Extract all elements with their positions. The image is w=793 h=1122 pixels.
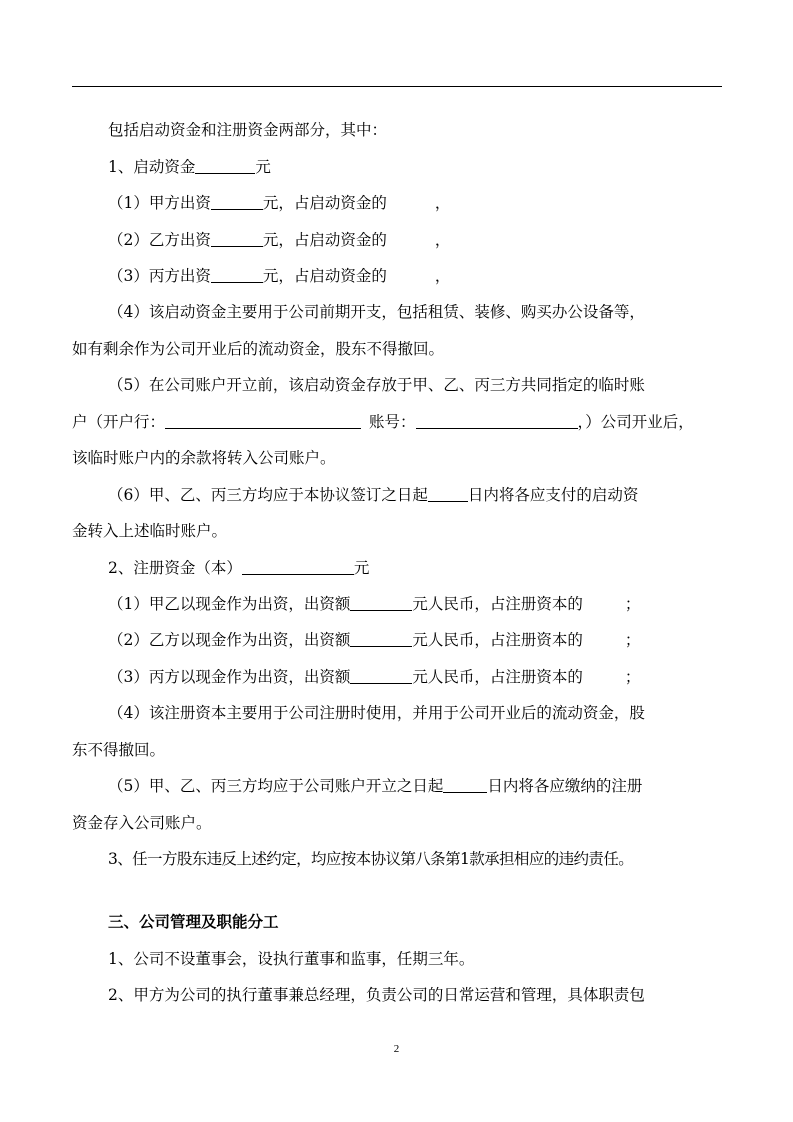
header-rule	[72, 86, 722, 87]
text: （5）在公司账户开立前，该启动资金存放于甲、乙、丙三方共同指定的临时账	[108, 376, 645, 394]
text: 元	[353, 559, 370, 577]
account-line	[72, 412, 722, 432]
text: （3）丙方出资	[108, 267, 211, 285]
text: （6）甲、乙、丙三方均应于本协议签订之日起	[108, 486, 428, 504]
text: 三、公司管理及职能分工	[108, 913, 279, 931]
text: 该临时账户内的余款将转入公司账户。	[72, 449, 336, 467]
text: （1）甲方出资	[108, 194, 211, 212]
para-line	[72, 302, 758, 322]
blank-field	[211, 194, 263, 210]
para-line	[72, 375, 758, 395]
text: 2、注册资金（本）	[108, 559, 242, 577]
blank-field	[443, 777, 487, 793]
text: 元人民币，占注册资本的	[412, 631, 583, 649]
text: ，	[434, 194, 451, 212]
para-line	[72, 339, 722, 359]
text: 元	[255, 158, 271, 176]
text: 元，占启动资金的	[262, 231, 387, 249]
text: 1、启动资金	[108, 158, 196, 176]
party-b-line	[72, 230, 758, 250]
text: 元，占启动资金的	[262, 194, 387, 212]
text: 元，占启动资金的	[262, 267, 387, 285]
registered-capital-line	[72, 558, 758, 578]
text: （5）甲、乙、丙三方均应于公司账户开立之日起	[108, 777, 444, 795]
para-line	[72, 120, 758, 140]
text: 户（开户行：	[72, 413, 166, 431]
para-line	[72, 448, 722, 468]
blank-field	[416, 413, 578, 429]
text: 东不得撤回。	[72, 741, 166, 759]
text: 2、甲方为公司的执行董事兼总经理，负责公司的日常运营和管理，具体职责包	[108, 986, 645, 1004]
blank-field	[350, 668, 412, 684]
text: ，	[434, 231, 451, 249]
para-line	[72, 776, 758, 796]
text: 1、公司不设董事会，设执行董事和监事，任期三年。	[108, 950, 475, 968]
para-line	[72, 849, 758, 869]
reg-party-a-line	[72, 594, 758, 614]
text: 金转入上述临时账户。	[72, 522, 228, 540]
text: （2）乙方以现金作为出资，出资额	[108, 631, 351, 649]
text: ；	[624, 595, 641, 613]
text: ，	[434, 267, 451, 285]
text: ，）公司开业后，	[577, 413, 694, 431]
para-line	[72, 703, 758, 723]
blank-field	[211, 231, 263, 247]
para-line	[72, 985, 758, 1005]
text: ；	[624, 668, 641, 686]
blank-field	[350, 631, 412, 647]
party-c-line	[72, 266, 758, 286]
blank-field	[350, 595, 412, 611]
text: （3）丙方以现金作为出资，出资额	[108, 668, 351, 686]
text: （1）甲乙以现金作为出资，出资额	[108, 595, 351, 613]
reg-party-b-line	[72, 630, 758, 650]
text: 资金存入公司账户。	[72, 814, 212, 832]
text: 元人民币，占注册资本的	[412, 668, 583, 686]
para-line	[72, 813, 722, 833]
text: 元人民币，占注册资本的	[412, 595, 583, 613]
para-line	[72, 740, 722, 760]
para-line	[72, 949, 758, 969]
section-heading	[72, 912, 758, 932]
text: 包括启动资金和注册资金两部分，其中：	[108, 121, 388, 139]
text: 日内将各应缴纳的注册	[487, 777, 643, 795]
startup-capital-line	[72, 157, 758, 177]
para-line	[72, 521, 722, 541]
reg-party-c-line	[72, 667, 758, 687]
blank-field	[428, 486, 468, 502]
blank-field	[195, 158, 255, 174]
para-line	[72, 485, 758, 505]
page-number: 2	[393, 1043, 400, 1055]
text: （4）该启动资金主要用于公司前期开支，包括租赁、装修、购买办公设备等，	[108, 303, 645, 321]
text: 3、任一方股东违反上述约定，均应按本协议第八条第1款承担相应的违约责任。	[108, 850, 634, 868]
text: （2）乙方出资	[108, 231, 211, 249]
text: 账号：	[369, 413, 416, 431]
text: ；	[624, 631, 641, 649]
blank-field	[211, 267, 263, 283]
text: （4）该注册资本主要用于公司注册时使用，并用于公司开业后的流动资金，股	[108, 704, 645, 722]
text: 日内将各应支付的启动资	[467, 486, 639, 504]
party-a-line	[72, 193, 758, 213]
blank-field	[165, 413, 361, 429]
text: 如有剩余作为公司开业后的流动资金，股东不得撤回。	[72, 340, 445, 358]
blank-field	[242, 559, 354, 575]
